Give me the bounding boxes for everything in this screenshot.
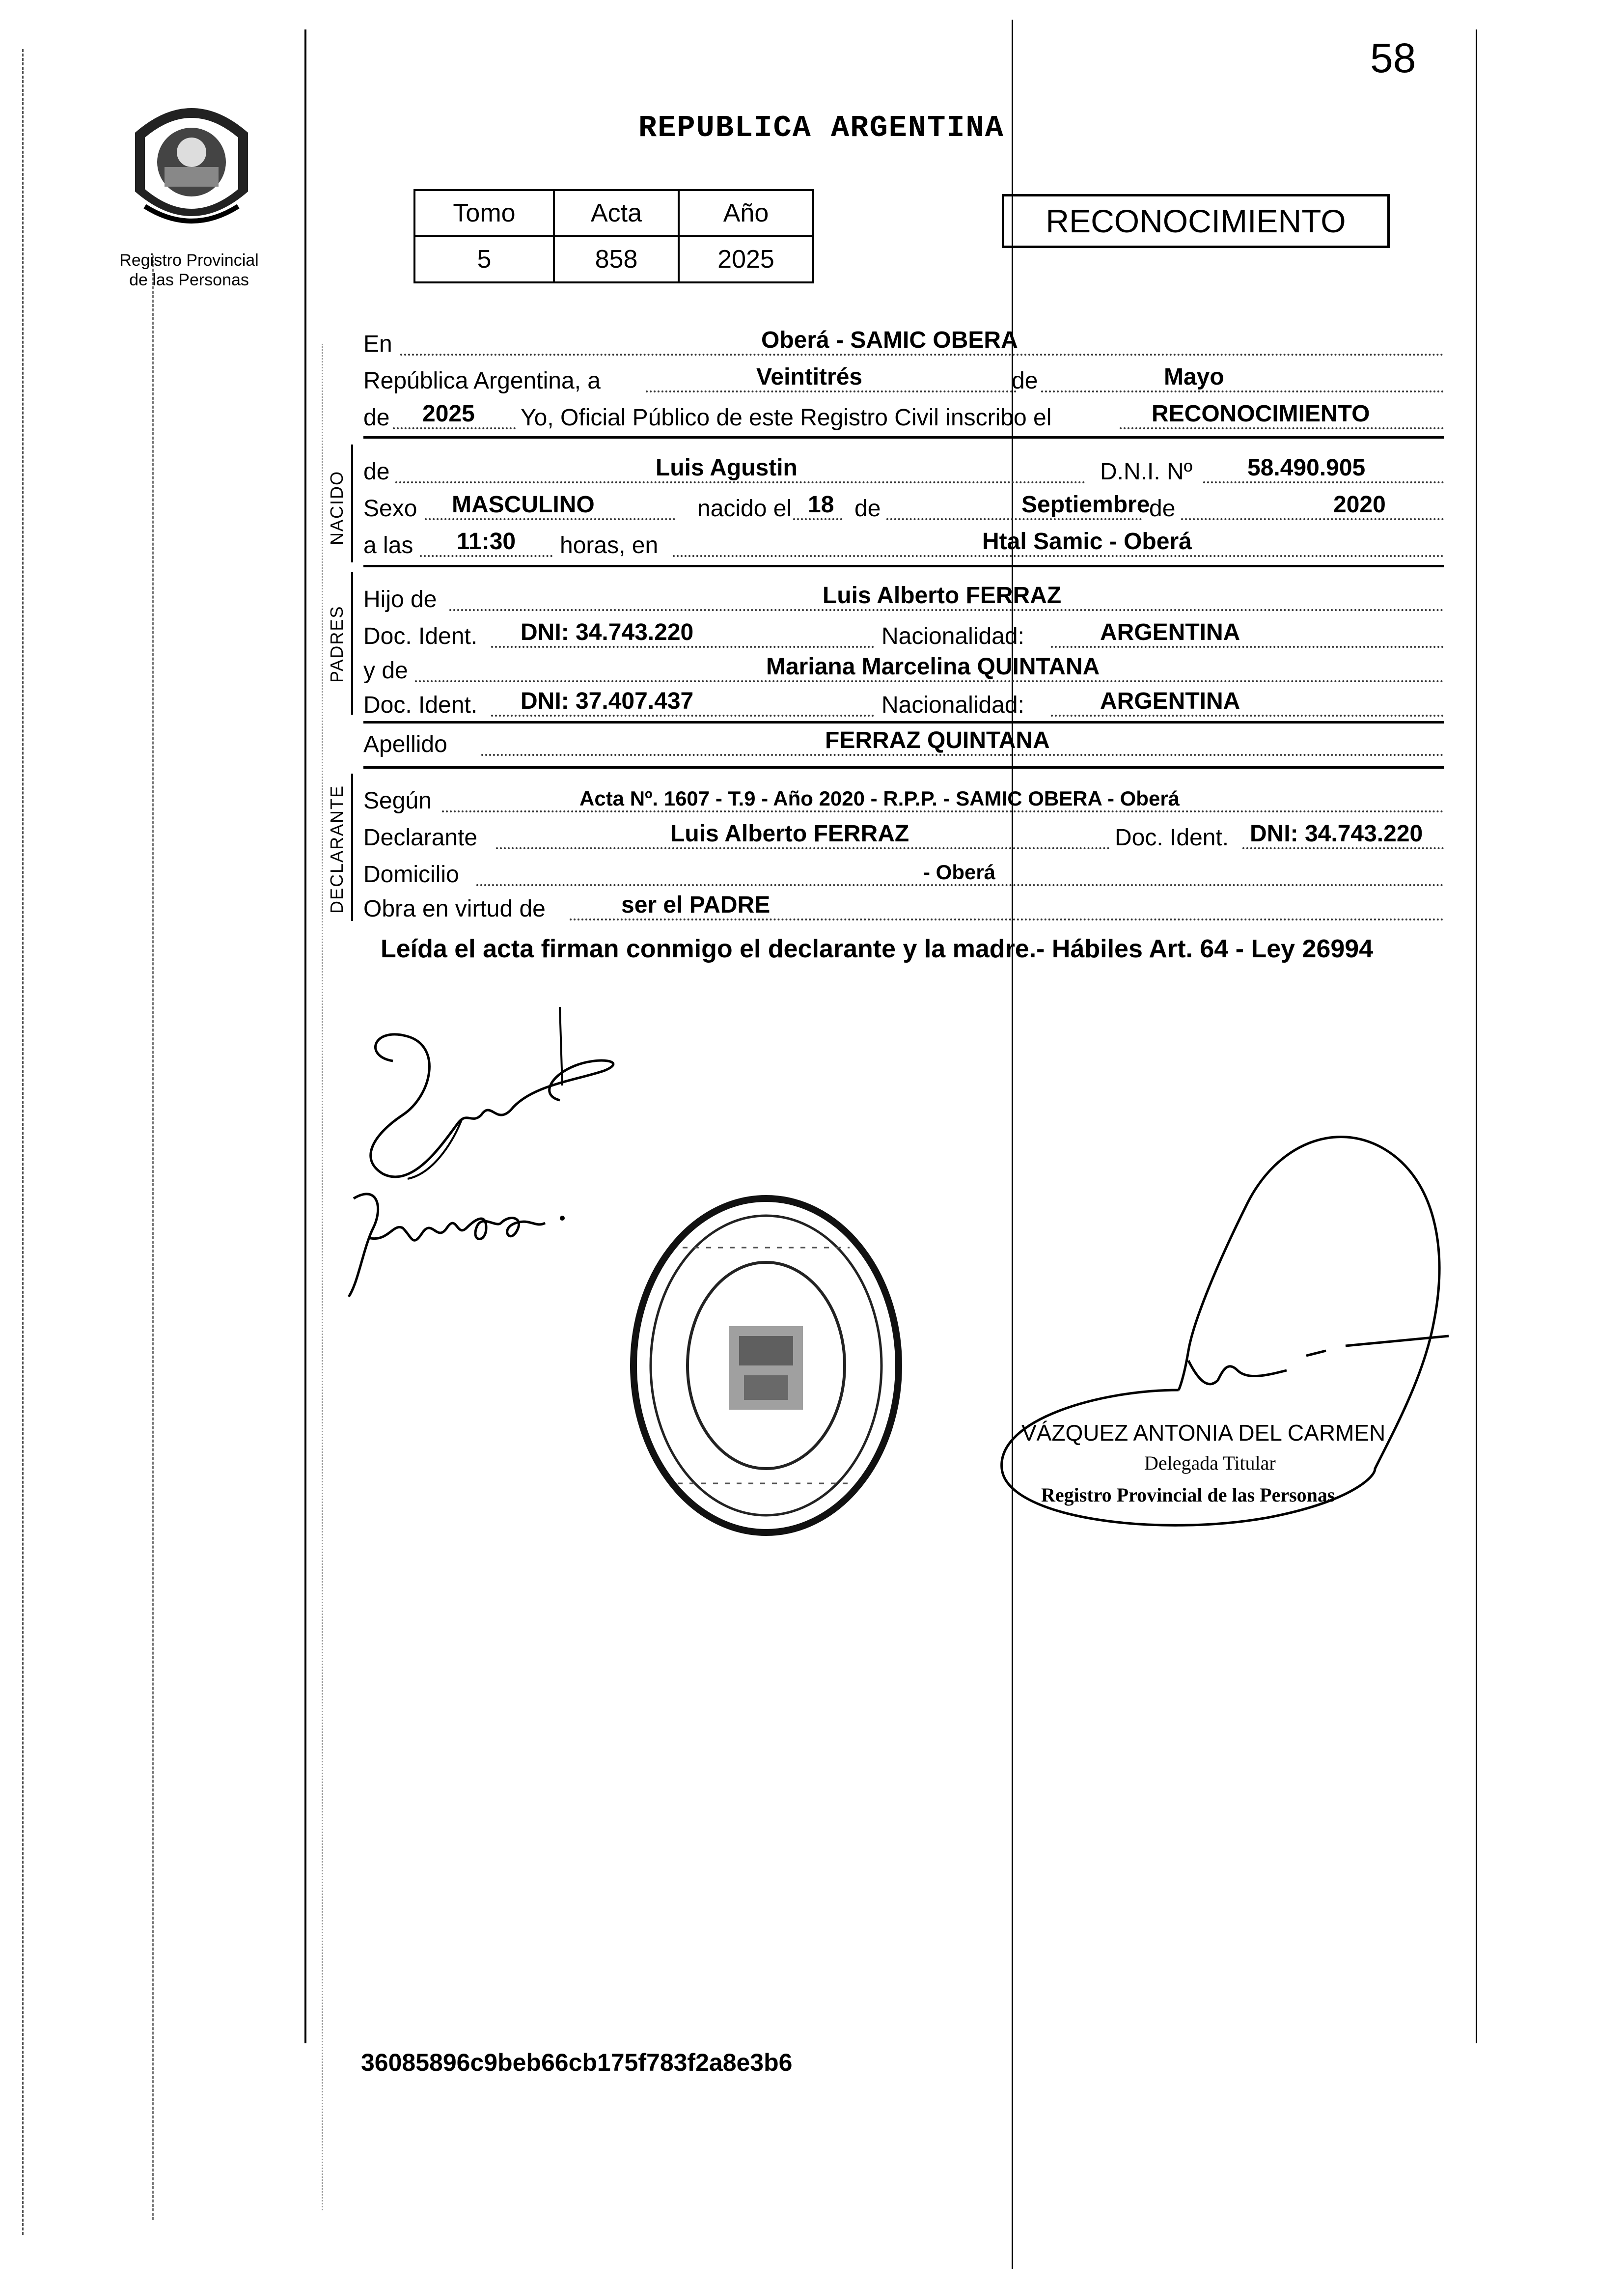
table-cell: 5 bbox=[414, 236, 554, 282]
section-rule bbox=[363, 565, 1444, 567]
closing-statement: Leída el acta firman conmigo el declarante y la madre.- Hábiles Art. 64 - Ley 26994 bbox=[381, 935, 1374, 963]
label-de: de bbox=[363, 405, 390, 431]
value-madre: Mariana Marcelina QUINTANA bbox=[766, 654, 1100, 680]
section-rule bbox=[363, 721, 1444, 724]
value-apellido: FERRAZ QUINTANA bbox=[825, 727, 1050, 753]
seal-emblem-icon bbox=[125, 93, 258, 241]
value-padre-doc: DNI: 34.743.220 bbox=[521, 619, 694, 645]
value-lugar: Htal Samic - Oberá bbox=[982, 529, 1192, 555]
table-header: Acta bbox=[554, 190, 679, 236]
value-declarante: Luis Alberto FERRAZ bbox=[670, 821, 909, 847]
row-oficial bbox=[363, 398, 1444, 434]
label-apellido: Apellido bbox=[363, 731, 447, 757]
section-rule bbox=[363, 436, 1444, 439]
left-binding-marks bbox=[22, 49, 24, 2235]
label-republica: República Argentina, a bbox=[363, 368, 601, 394]
section-rule bbox=[363, 766, 1444, 769]
row-segun bbox=[363, 781, 1444, 817]
row-declarante bbox=[363, 818, 1444, 854]
dotted-line bbox=[673, 555, 1444, 557]
value-dia: 18 bbox=[808, 492, 834, 518]
row-madre-doc bbox=[363, 685, 1444, 722]
dotted-line bbox=[1181, 518, 1444, 520]
row-republica bbox=[363, 361, 1444, 397]
act-type-box: RECONOCIMIENTO bbox=[1002, 194, 1390, 248]
value-anio: 2020 bbox=[1333, 492, 1386, 518]
label-hijo-de: Hijo de bbox=[363, 586, 437, 613]
label-en: En bbox=[363, 331, 392, 357]
label-segun: Según bbox=[363, 788, 432, 814]
row-obra bbox=[363, 889, 1444, 925]
value-lugar: Oberá - SAMIC OBERA bbox=[761, 327, 1018, 353]
dotted-line bbox=[393, 427, 516, 429]
side-label-nacido: NACIDO bbox=[327, 470, 347, 545]
value-anio: 2025 bbox=[422, 401, 475, 427]
label-de: de bbox=[1012, 368, 1038, 394]
reference-table bbox=[413, 189, 814, 283]
value-tipo: RECONOCIMIENTO bbox=[1152, 401, 1370, 427]
sidebar-dots bbox=[322, 344, 323, 2210]
table-header: Tomo bbox=[414, 190, 554, 236]
dotted-line bbox=[570, 919, 1444, 920]
dotted-line bbox=[400, 354, 1444, 356]
row-nacido-hora bbox=[363, 526, 1444, 562]
label-doc: Doc. Ident. bbox=[1115, 825, 1229, 851]
dotted-line bbox=[425, 518, 675, 520]
label-sexo: Sexo bbox=[363, 496, 417, 522]
table-cell: 858 bbox=[554, 236, 679, 282]
dotted-line bbox=[1242, 847, 1444, 849]
mother-signature-icon bbox=[339, 1169, 614, 1307]
sidebar-bracket bbox=[351, 572, 353, 715]
dotted-line bbox=[491, 646, 874, 648]
value-obra: ser el PADRE bbox=[621, 892, 771, 918]
label-domicilio: Domicilio bbox=[363, 862, 459, 888]
sidebar-bracket bbox=[351, 445, 353, 562]
dotted-line bbox=[1120, 427, 1444, 429]
dotted-line bbox=[1051, 715, 1444, 717]
label-de: de bbox=[363, 459, 390, 485]
row-hijo-de bbox=[363, 580, 1444, 616]
table-header: Año bbox=[679, 190, 813, 236]
dotted-line bbox=[395, 481, 1085, 483]
document-hash: 36085896c9beb66cb175f783f2a8e3b6 bbox=[361, 2049, 793, 2076]
dotted-line bbox=[1203, 481, 1444, 483]
dotted-line bbox=[481, 754, 1444, 756]
dotted-line bbox=[793, 518, 842, 520]
row-apellido bbox=[363, 724, 1444, 761]
dotted-line bbox=[449, 609, 1444, 611]
value-madre-nac: ARGENTINA bbox=[1100, 688, 1240, 714]
sidebar-bracket bbox=[351, 774, 353, 921]
official-name: VÁZQUEZ ANTONIA DEL CARMEN bbox=[1021, 1420, 1386, 1446]
value-padre-nac: ARGENTINA bbox=[1100, 619, 1240, 645]
label-obra: Obra en virtud de bbox=[363, 896, 546, 922]
side-label-declarante: DECLARANTE bbox=[327, 784, 347, 914]
value-hora: 11:30 bbox=[457, 529, 516, 555]
logo-caption: Registro Provincial de las Personas bbox=[119, 251, 259, 289]
value-padre: Luis Alberto FERRAZ bbox=[823, 583, 1062, 609]
dotted-line bbox=[415, 680, 1444, 682]
dotted-line bbox=[496, 847, 1110, 849]
label-y-de: y de bbox=[363, 658, 408, 684]
official-org: Registro Provincial de las Personas bbox=[1041, 1484, 1335, 1506]
row-en bbox=[363, 324, 1444, 361]
dotted-line bbox=[646, 390, 1017, 392]
right-margin-line bbox=[1476, 29, 1477, 2043]
value-madre-doc: DNI: 37.407.437 bbox=[521, 688, 694, 714]
row-y-de bbox=[363, 651, 1444, 687]
value-segun: Acta Nº. 1607 - T.9 - Año 2020 - R.P.P. - SAMIC OBERA - Oberá bbox=[579, 787, 1180, 810]
dotted-line bbox=[476, 884, 1444, 886]
label-nacido: nacido el bbox=[697, 496, 792, 522]
value-sexo: MASCULINO bbox=[452, 492, 595, 518]
document-title: REPUBLICA ARGENTINA bbox=[638, 111, 1004, 145]
row-nacido-sexo bbox=[363, 489, 1444, 525]
value-nombre: Luis Agustin bbox=[656, 455, 798, 481]
label-a-las: a las bbox=[363, 532, 413, 558]
inner-binding-marks bbox=[152, 255, 154, 2220]
dotted-line bbox=[442, 810, 1444, 812]
official-seal-stamp bbox=[624, 1189, 908, 1542]
label-horas-en: horas, en bbox=[560, 532, 659, 558]
row-padre-doc bbox=[363, 616, 1444, 653]
row-nacido-nombre bbox=[363, 452, 1444, 488]
dotted-line bbox=[886, 518, 1142, 520]
side-label-padres: PADRES bbox=[327, 605, 347, 683]
table-cell: 2025 bbox=[679, 236, 813, 282]
label-declarante: Declarante bbox=[363, 825, 478, 851]
label-doc: Doc. Ident. bbox=[363, 692, 478, 718]
left-margin-line bbox=[304, 29, 306, 2043]
dotted-line bbox=[1041, 390, 1444, 392]
label-de: de bbox=[854, 496, 881, 522]
dotted-line bbox=[1051, 646, 1444, 648]
label-doc: Doc. Ident. bbox=[363, 623, 478, 649]
label-nacionalidad: Nacionalidad: bbox=[881, 623, 1024, 649]
label-oficial: Yo, Oficial Público de este Registro Civil inscribo el bbox=[521, 405, 1052, 431]
registry-logo bbox=[125, 93, 258, 241]
dotted-line bbox=[420, 555, 552, 557]
page-number: 58 bbox=[1370, 35, 1416, 81]
label-dni: D.N.I. Nº bbox=[1100, 459, 1193, 485]
value-mes: Septiembre bbox=[1021, 492, 1150, 518]
dotted-line bbox=[491, 715, 874, 717]
value-declarante-doc: DNI: 34.743.220 bbox=[1250, 821, 1423, 847]
value-dni: 58.490.905 bbox=[1247, 455, 1366, 481]
value-dia: Veintitrés bbox=[756, 364, 863, 390]
label-nacionalidad: Nacionalidad: bbox=[881, 692, 1024, 718]
official-role: Delegada Titular bbox=[1144, 1452, 1276, 1474]
label-de: de bbox=[1149, 496, 1176, 522]
value-domicilio: - Oberá bbox=[923, 861, 996, 884]
value-mes: Mayo bbox=[1164, 364, 1224, 390]
row-domicilio bbox=[363, 855, 1444, 891]
